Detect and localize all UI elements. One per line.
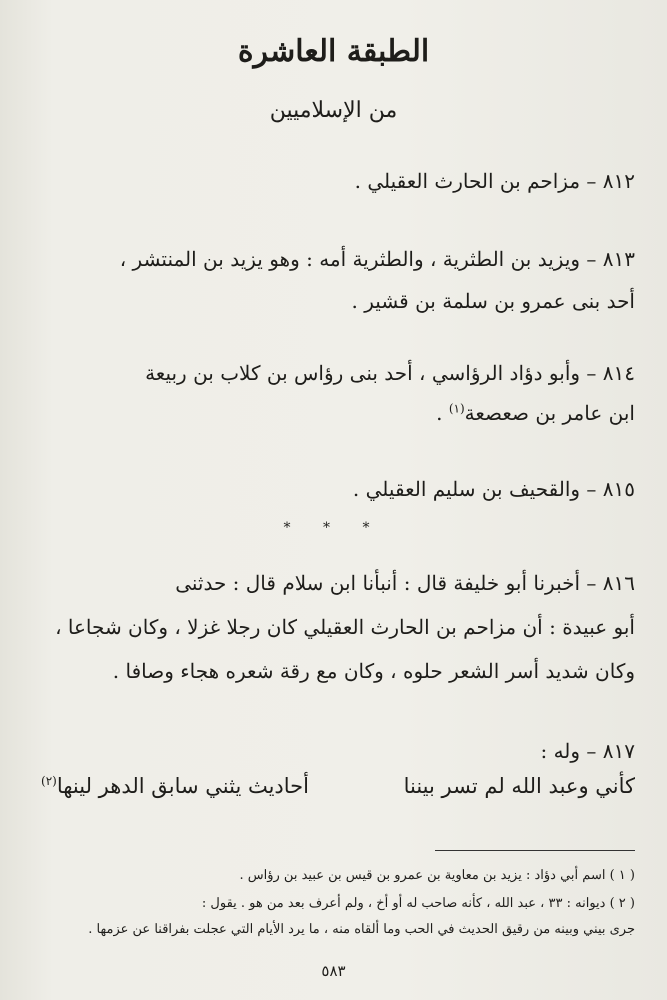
section-separator: * * * (283, 520, 384, 536)
page-number: ٥٨٣ (321, 962, 346, 980)
entry-812: ٨١٢ – مزاحم بن الحارث العقيلي . (354, 169, 635, 193)
entry-817-intro: ٨١٧ – وله : (540, 739, 635, 763)
footnote-ref-2: (٢) (41, 774, 57, 788)
entry-813-line-2: أحد بنى عمرو بن سلمة بن قشير . (351, 289, 635, 313)
footnote-1: ( ١ ) اسم أبي دؤاد : يزيد بن معاوية بن عمرو بن قيس بن عبيد بن رؤاس . (239, 868, 635, 883)
entry-816-line-1: ٨١٦ – أخبرنا أبو خليفة قال : أنبأنا ابن سلام قال : حدثنى (175, 571, 635, 595)
entry-816-line-3: وكان شديد أسر الشعر حلوه ، وكان مع رقة شعره هجاء وصافا . (112, 659, 635, 683)
footnote-ref-1: (١) (448, 401, 465, 416)
footnote-2: ( ٢ ) ديوانه : ٣٣ ، عبد الله ، كأنه صاحب له أو أخ ، ولم أعرف بعد من هو . يقول : (201, 896, 635, 911)
entry-814-line-1: ٨١٤ – وأبو دؤاد الرؤاسي ، أحد بنى رؤاس بن كلاب بن ربيعة (145, 361, 635, 385)
entry-814-line-2 (35, 400, 635, 426)
verse-second-hemistich (41, 774, 309, 798)
entry-815: ٨١٥ – والقحيف بن سليم العقيلي . (352, 477, 635, 501)
verse-first-hemistich: كأني وعبد الله لم تسر بيننا (403, 774, 635, 798)
verse-second-text: أحاديث يثني سابق الدهر لينها (56, 774, 310, 798)
entry-814-end: . (436, 401, 449, 425)
entry-814-text: ابن عامر بن صعصعة (464, 401, 635, 425)
section-subheading: من الإسلاميين (269, 98, 398, 123)
entry-813-line-1: ٨١٣ – ويزيد بن الطثرية ، والطثرية أمه : وهو يزيد بن المنتشر ، (119, 247, 635, 271)
entry-816-line-2: أبو عبيدة : أن مزاحم بن الحارث العقيلي كان رجلا غزلا ، وكان شجاعا ، (55, 615, 635, 639)
footnote-2-continued: جرى بيني وبينه من رقيق الحديث في الحب وما ألقاه منه ، ما يرد الأيام التي عجلت بفراقنا عن عزمها . (88, 922, 635, 937)
section-heading: الطبقة العاشرة (237, 34, 430, 69)
footnote-divider (435, 850, 635, 851)
poem-verse (35, 774, 635, 808)
